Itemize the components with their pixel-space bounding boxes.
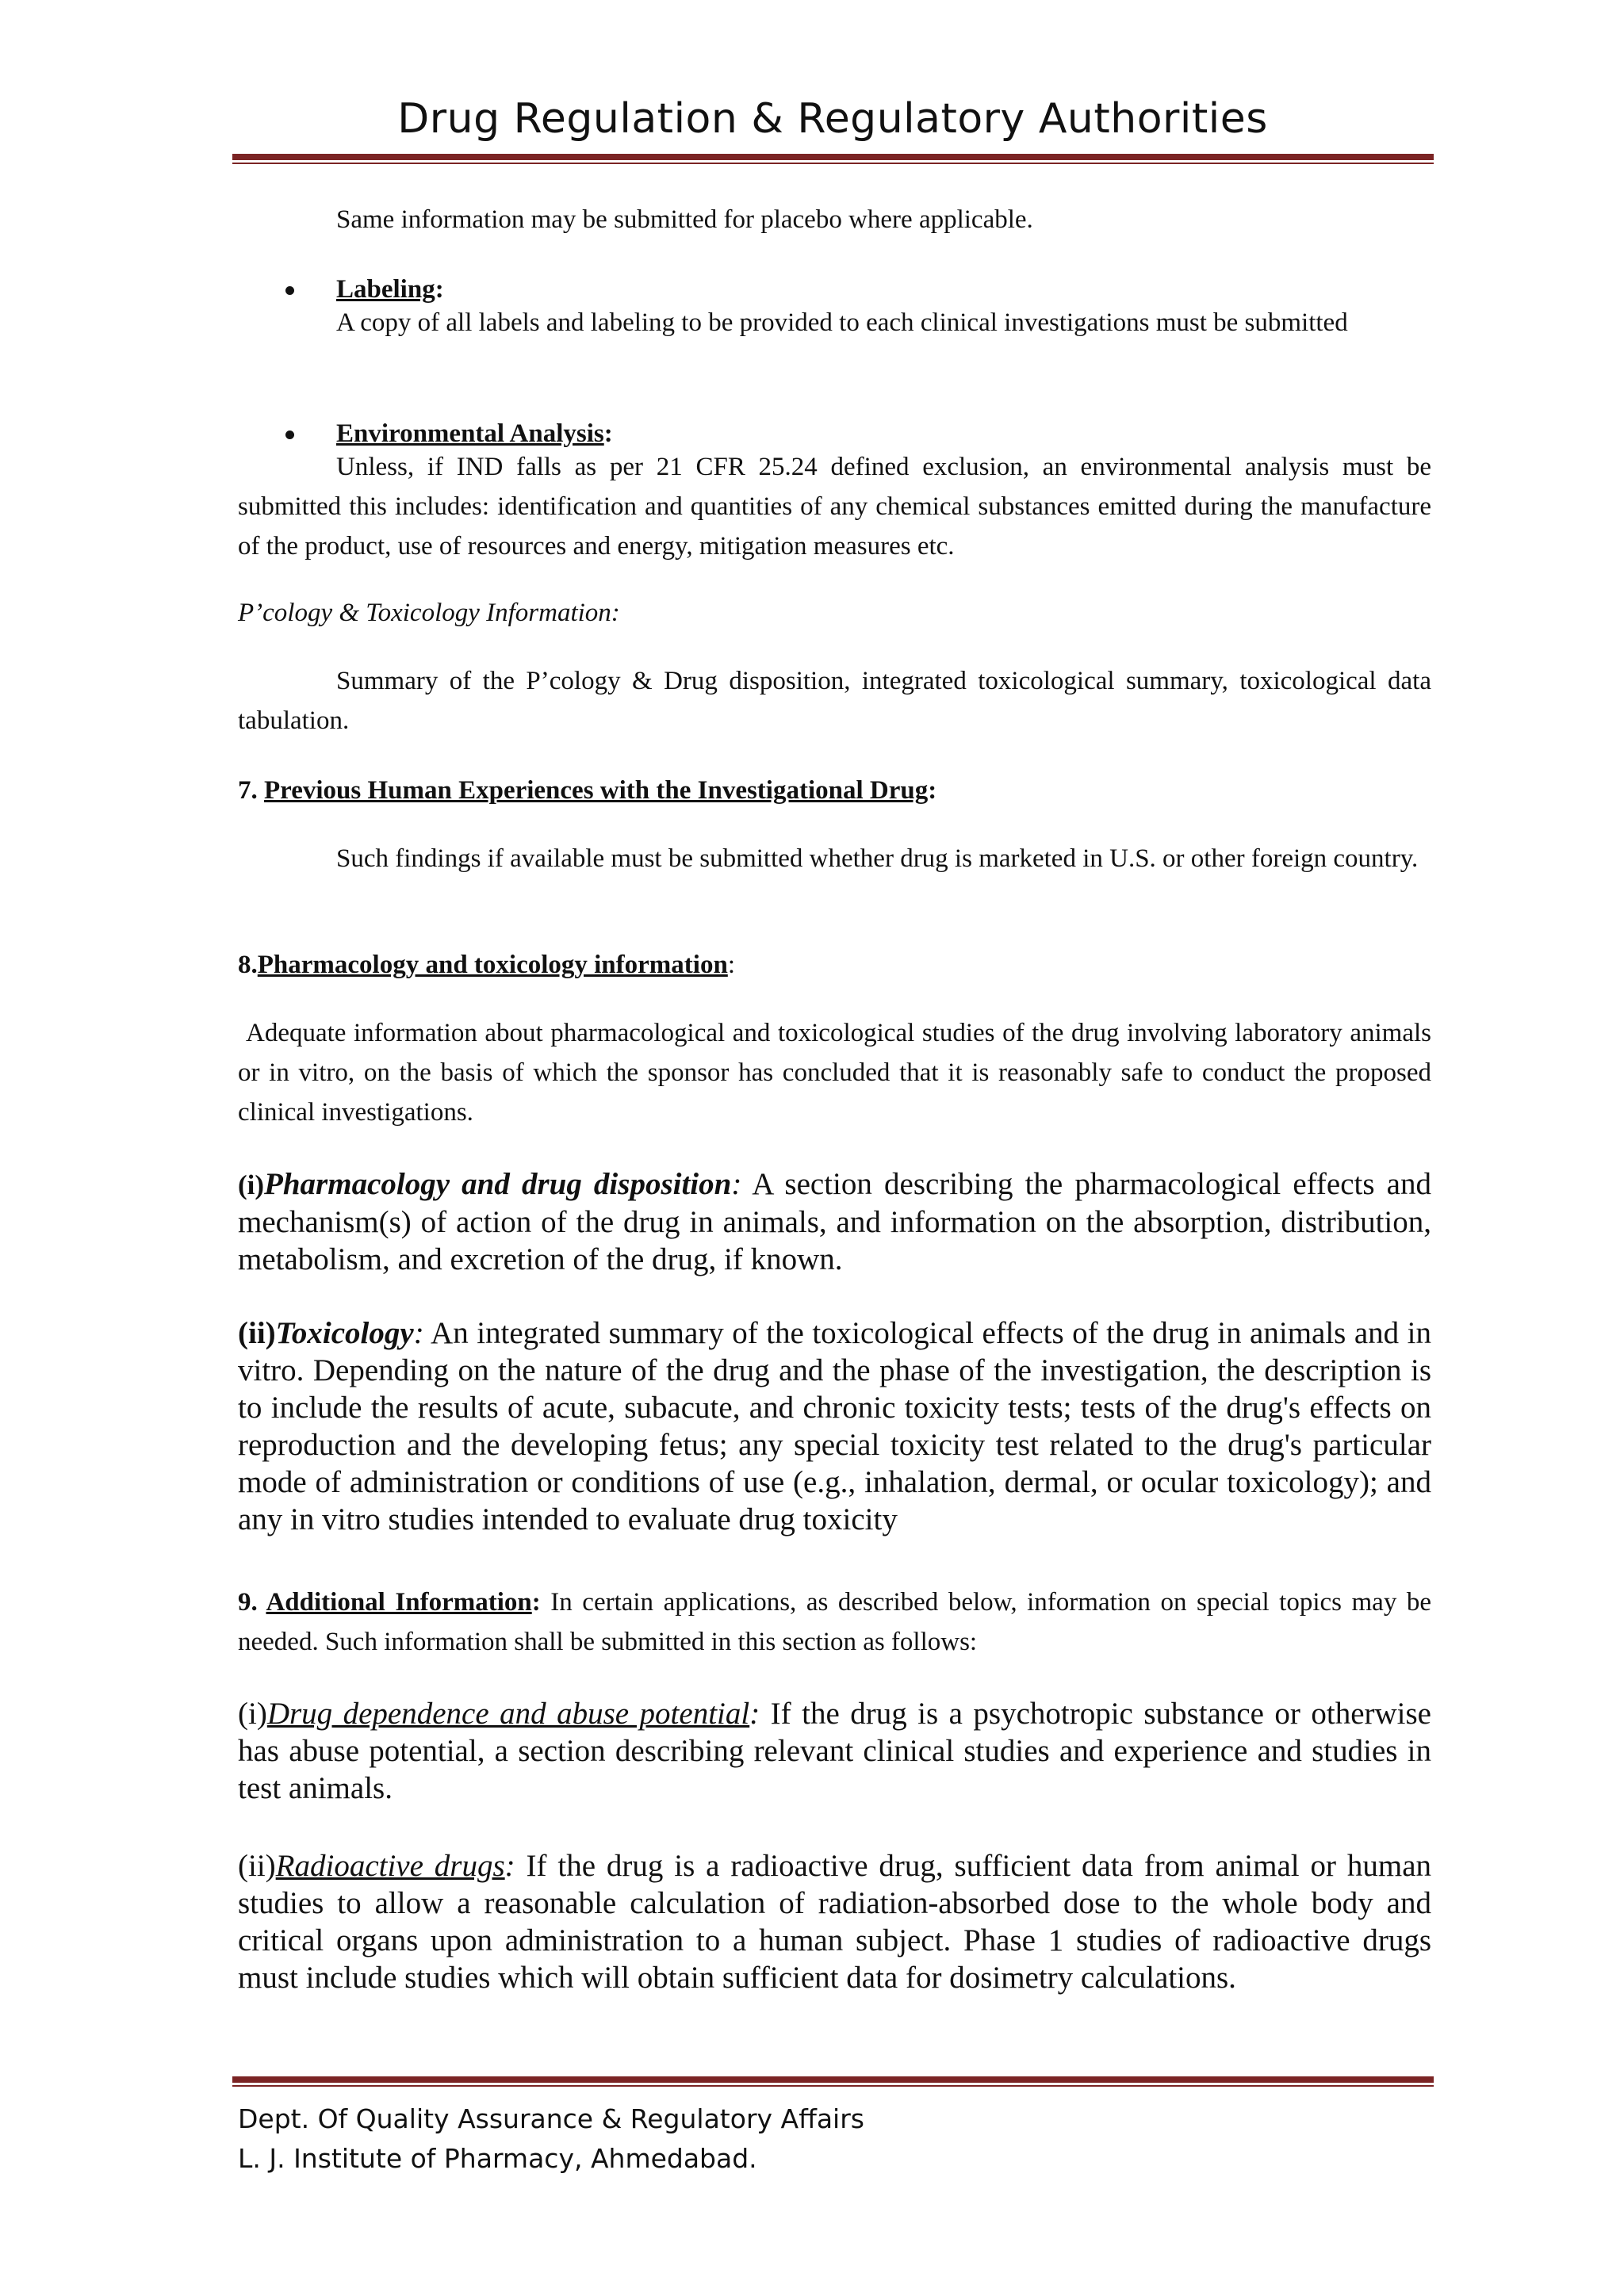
bullet-icon	[285, 286, 294, 295]
section-8-item-ii: (ii)Toxicology: An integrated summary of the toxicological effects of the drug in animals and in vitro. Depending on the nature of the drug and the phase of the investigation, the description is to include the results of acute, subacute, and chronic toxicity tests; tests of the drug's effects on reproduction and the developing fetus; any special toxicity test related to the drug's particular mode of administration or conditions of use (e.g., inhalation, dermal, or ocular toxicology); and any in vitro studies intended to evaluate drug toxicity	[238, 1316, 1431, 1536]
section-9-paragraph: 9. Additional Information: In certain applications, as described below, information on special topics may be needed. Such information shall be submitted in this section as follows:	[238, 1588, 1432, 1656]
header-rule-thin	[232, 163, 1434, 164]
footer-department: Dept. Of Quality Assurance & Regulatory Affairs	[238, 2103, 864, 2134]
bullet-icon	[285, 430, 294, 439]
page-header-title: Drug Regulation & Regulatory Authorities	[397, 95, 1268, 143]
environmental-paragraph: Unless, if IND falls as per 21 CFR 25.24 defined exclusion, an environmental analysis must be submitted this includes: identification and quantities of any chemical substances emitted during the manufacture of the product, use of resources and energy, mitigation measures etc.	[238, 453, 1431, 561]
environmental-heading: Environmental Analysis	[336, 419, 604, 448]
pcology-paragraph: Summary of the P’cology & Drug disposition, integrated toxicological summary, toxicological data tabulation.	[238, 667, 1431, 735]
header-rule-thick	[232, 154, 1434, 160]
footer-rule-thick	[232, 2076, 1434, 2083]
footer-institute: L. J. Institute of Pharmacy, Ahmedabad.	[238, 2143, 757, 2174]
footer-rule-thin	[232, 2085, 1434, 2087]
placebo-paragraph: Same information may be submitted for placebo where applicable.	[336, 205, 1033, 234]
section-8-item-i: (i)Pharmacology and drug disposition: A section describing the pharmacological effects and mechanism(s) of action of the drug in animals, and information on the absorption, distribution, metabolism, and excretion of the drug, if known.	[238, 1167, 1431, 1276]
section-9-item-ii: (ii)Radioactive drugs: If the drug is a radioactive drug, sufficient data from animal or human studies to allow a reasonable calculation of radiation-absorbed dose to the whole body and critical organs upon administration to a human subject. Phase 1 studies of radioactive drugs must include studies which will obtain sufficient data for dosimetry calculations.	[238, 1849, 1432, 1995]
section-9-item-i: (i)Drug dependence and abuse potential: If the drug is a psychotropic substance or otherwise has abuse potential, a section describing relevant clinical studies and experience and studies in test animals.	[238, 1697, 1431, 1805]
section-7-paragraph: Such findings if available must be submitted whether drug is marketed in U.S. or other foreign country.	[336, 844, 1419, 873]
labeling-paragraph: A copy of all labels and labeling to be provided to each clinical investigations must be submitted	[336, 308, 1348, 337]
section-7-heading: 7. Previous Human Experiences with the Investigational Drug:	[238, 776, 937, 805]
document-page: Drug Regulation & Regulatory Authorities Same information may be submitted for placebo where applicable. Labeling: A copy of all labels and labeling to be provided to each clinical investigations must be submitted Environmental Analysis: Unless, if IND falls as per 21 CFR 25.24 defined exclusion, an environmental analysis must be submitted this includes: identification and quantities of any chemical substances emitted during the manufacture of the product, use of resources and energy, mitigation measures etc. P’cology & Toxicology Information: Summary of the P’cology & Drug disposition, integrated toxicological summary, toxicological data tabulation. 7. Previous Human Experiences with the Investigational Drug: Such findings if available must be submitted whether drug is marketed in U.S. or other foreign country. 8.Pharmacology and toxicology information: Adequate information about pharmacological and toxicological studies of the drug involving laboratory animals or in vitro, on the basis of which the sponsor has concluded that it is reasonably safe to conduct the proposed clinical investigations. (i)Pharmacology and drug disposition: A section describing the pharmacological effects and mechanism(s) of action of the drug in animals, and information on the absorption, distribution, metabolism, and excretion of the drug, if known. (ii)Toxicology: An integrated summary of the toxicological effects of the drug in animals and in vitro. Depending on the nature of the drug and the phase of the investigation, the description is to include the results of acute, subacute, and chronic toxicity tests; tests of the drug's effects on reproduction and the developing fetus; any special toxicity test related to the drug's particular mode of administration or conditions of use (e.g., inhalation, dermal, or ocular toxicology); and any in vitro studies intended to evaluate drug toxicity 9. Additional Information: In certain applications, as described below, information on special topics may be needed. Such information shall be submitted in this section as follows: (i)Drug dependence and abuse potential: If the drug is a psychotropic substance or otherwise has abuse potential, a section describing relevant clinical studies and experience and studies in test animals. (ii)Radioactive drugs: If the drug is a radioactive drug, sufficient data from animal or human studies to allow a reasonable calculation of radiation-absorbed dose to the whole body and critical organs upon administration to a human subject. Phase 1 studies of radioactive drugs must include studies which will obtain sufficient data for dosimetry calculations. Dept. Of Quality Assurance & Regulatory Affairs L. J. Institute of Pharmacy, Ahmedabad.	[0, 0, 1624, 2296]
pcology-heading: P’cology & Toxicology Information:	[238, 599, 620, 627]
labeling-heading: Labeling	[336, 275, 435, 304]
section-8-heading: 8.Pharmacology and toxicology information:	[238, 951, 735, 979]
section-8-paragraph: Adequate information about pharmacological and toxicological studies of the drug involving laboratory animals or in vitro, on the basis of which the sponsor has concluded that it is reasonably safe to conduct the proposed clinical investigations.	[238, 1019, 1431, 1127]
